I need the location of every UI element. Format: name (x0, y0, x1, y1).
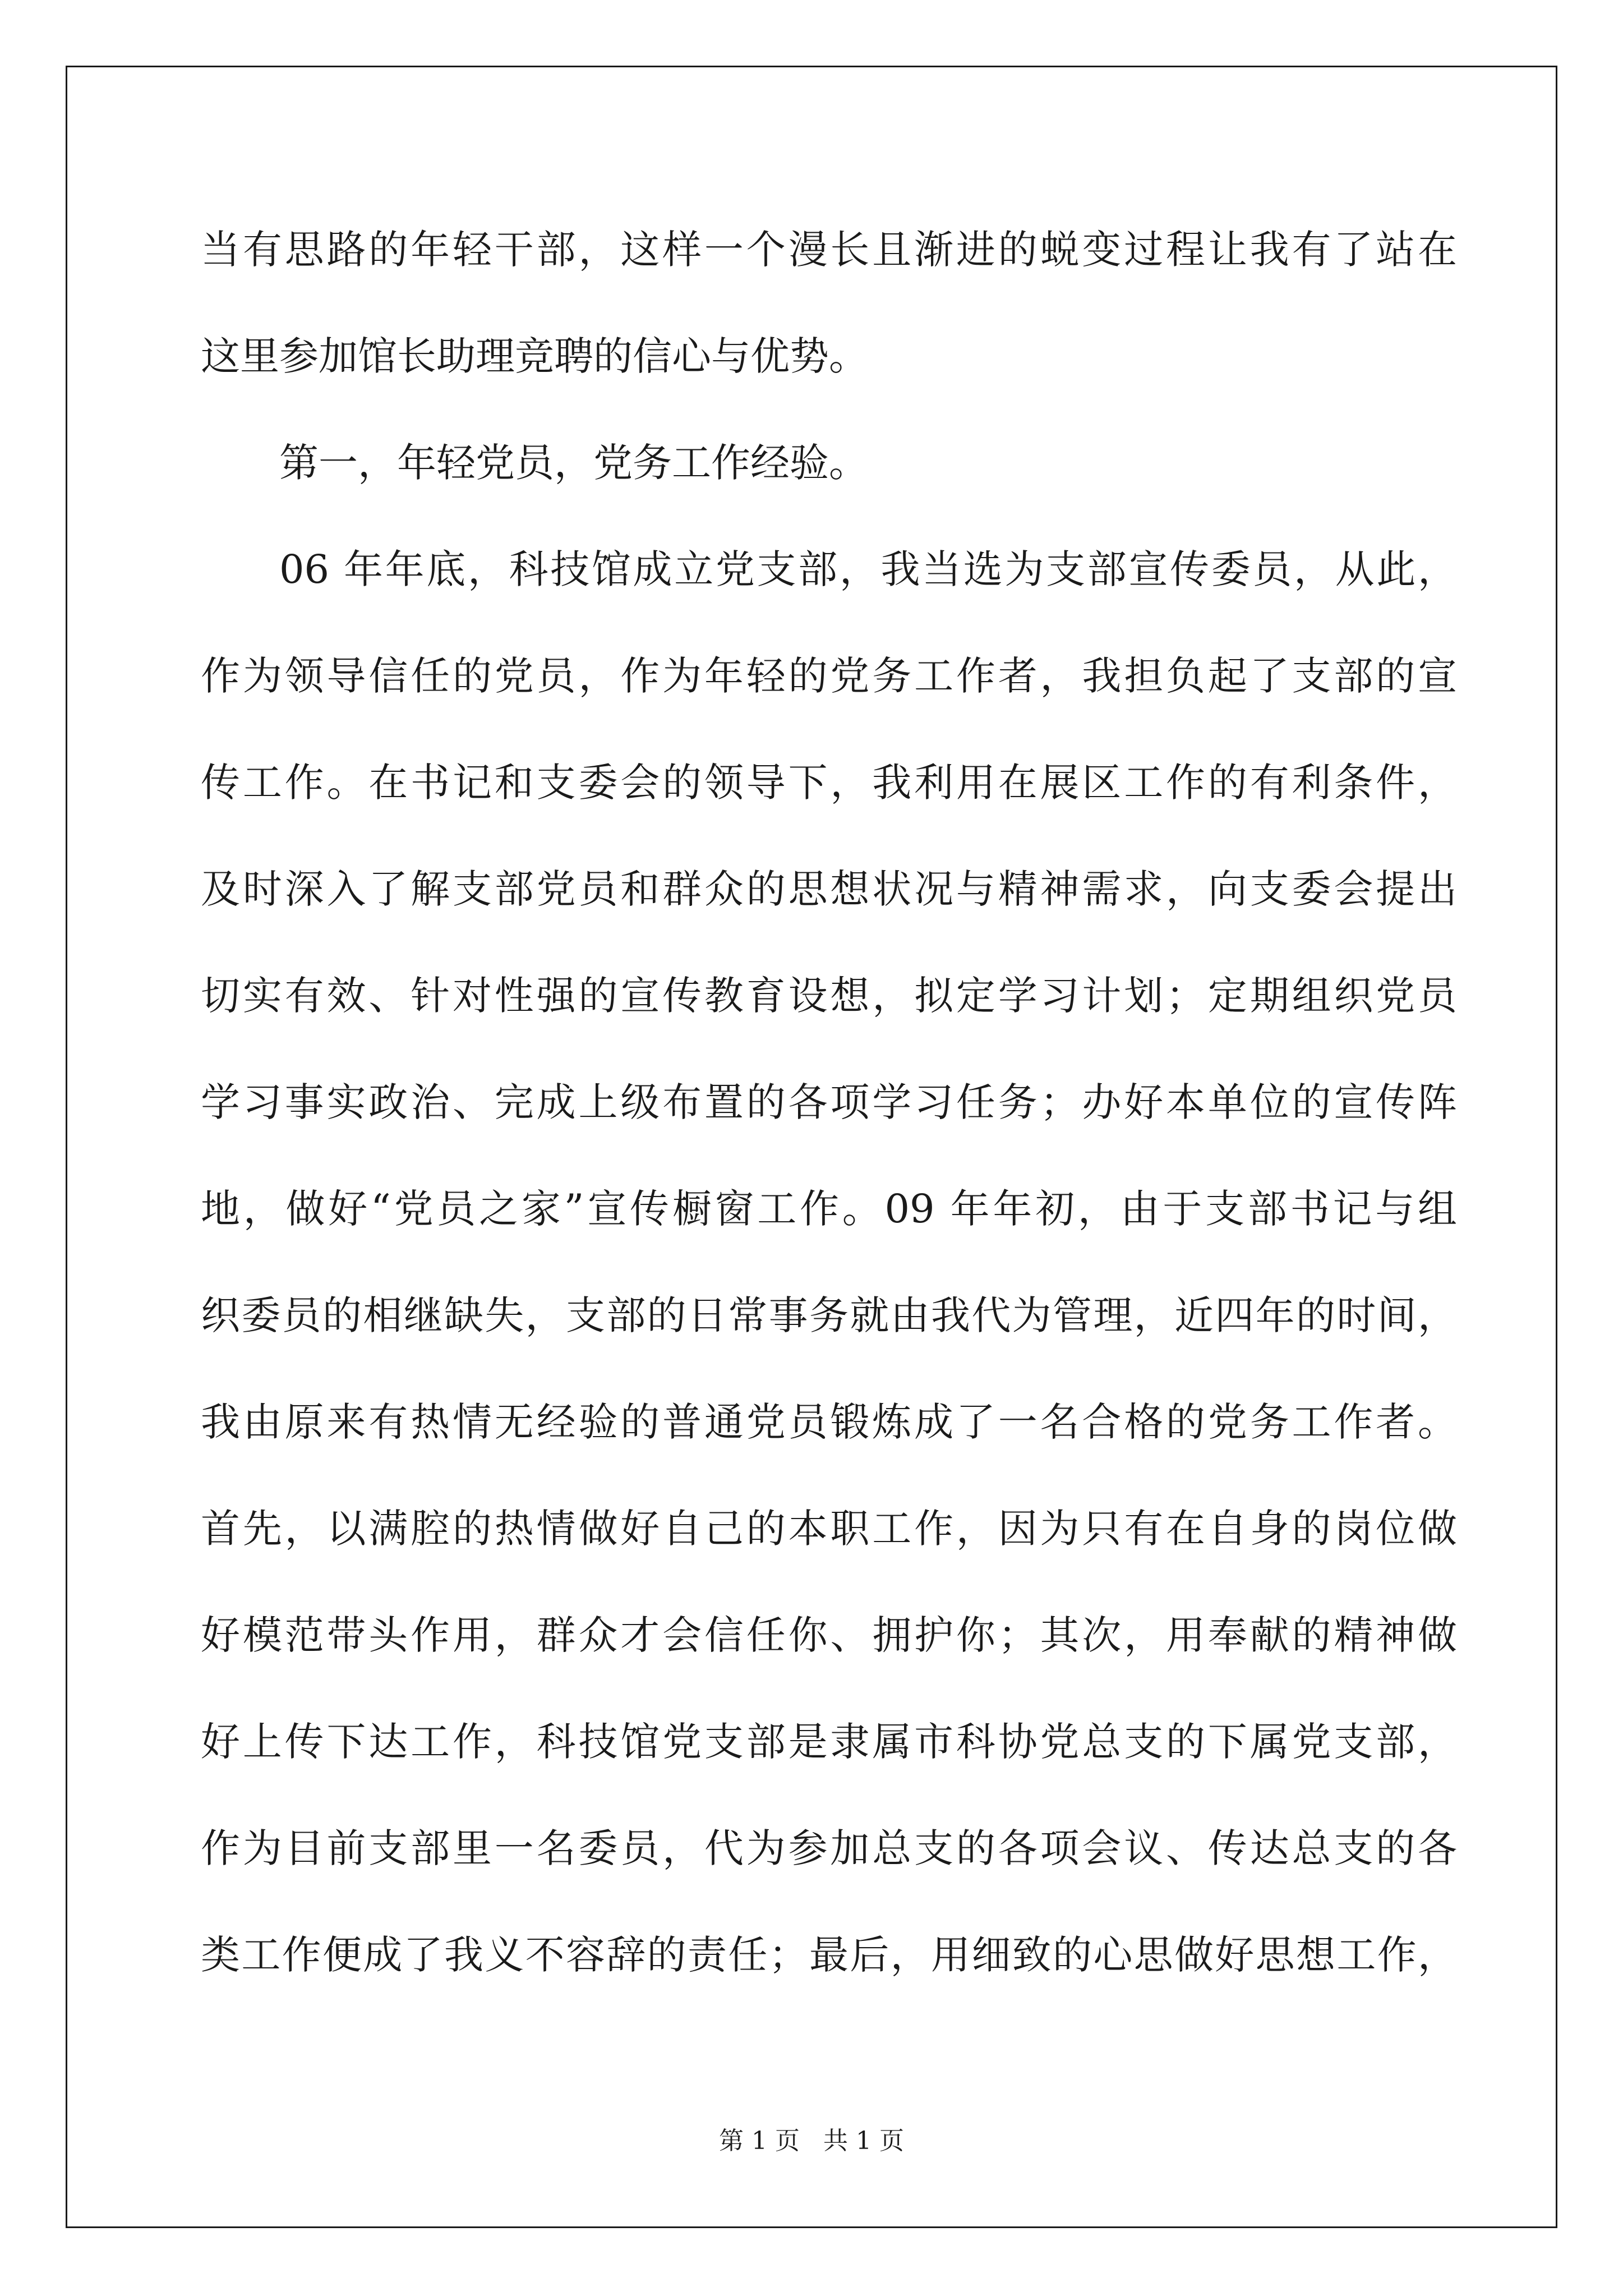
text-line-16: 作为目前支部里一名委员，代为参加总支的各项会议、传达总支的各 (201, 1825, 1457, 1871)
text-line-9: 学习事实政治、完成上级布置的各项学习任务；办好本单位的宣传阵 (201, 1079, 1457, 1125)
page-number-footer: 第 1 页 共 1 页 (719, 2127, 904, 2155)
text-line-5: 作为领导信任的党员，作为年轻的党务工作者，我担负起了支部的宣 (201, 653, 1457, 699)
text-line-15: 好上传下达工作，科技馆党支部是隶属市科协党总支的下属党支部， (201, 1719, 1457, 1765)
text-line-10: 地，做好“党员之家”宣传橱窗工作。09 年年初，由于支部书记与组 (201, 1186, 1457, 1232)
text-line-11: 织委员的相继缺失，支部的日常事务就由我代为管理，近四年的时间， (201, 1292, 1457, 1338)
text-line-12: 我由原来有热情无经验的普通党员锻炼成了一名合格的党务工作者。 (201, 1399, 1457, 1445)
text-line-14: 好模范带头作用，群众才会信任你、拥护你；其次，用奉献的精神做 (201, 1612, 1457, 1658)
text-line-4: 06 年年底，科技馆成立党支部，我当选为支部宣传委员，从此， (279, 546, 1457, 592)
text-line-13: 首先，以满腔的热情做好自己的本职工作，因为只有在自身的岗位做 (201, 1506, 1457, 1552)
section-heading: 第一，年轻党员，党务工作经验。 (279, 440, 868, 486)
text-line-7: 及时深入了解支部党员和群众的思想状况与精神需求，向支委会提出 (201, 866, 1457, 912)
text-line-2: 这里参加馆长助理竞聘的信心与优势。 (201, 333, 868, 379)
text-line-17: 类工作便成了我义不容辞的责任；最后，用细致的心思做好思想工作， (201, 1932, 1457, 1978)
text-line-6: 传工作。在书记和支委会的领导下，我利用在展区工作的有利条件， (201, 760, 1457, 806)
text-line-8: 切实有效、针对性强的宣传教育设想，拟定学习计划；定期组织党员 (201, 973, 1457, 1019)
page-border (66, 66, 1557, 2228)
text-line-1: 当有思路的年轻干部，这样一个漫长且渐进的蜕变过程让我有了站在 (201, 227, 1457, 273)
